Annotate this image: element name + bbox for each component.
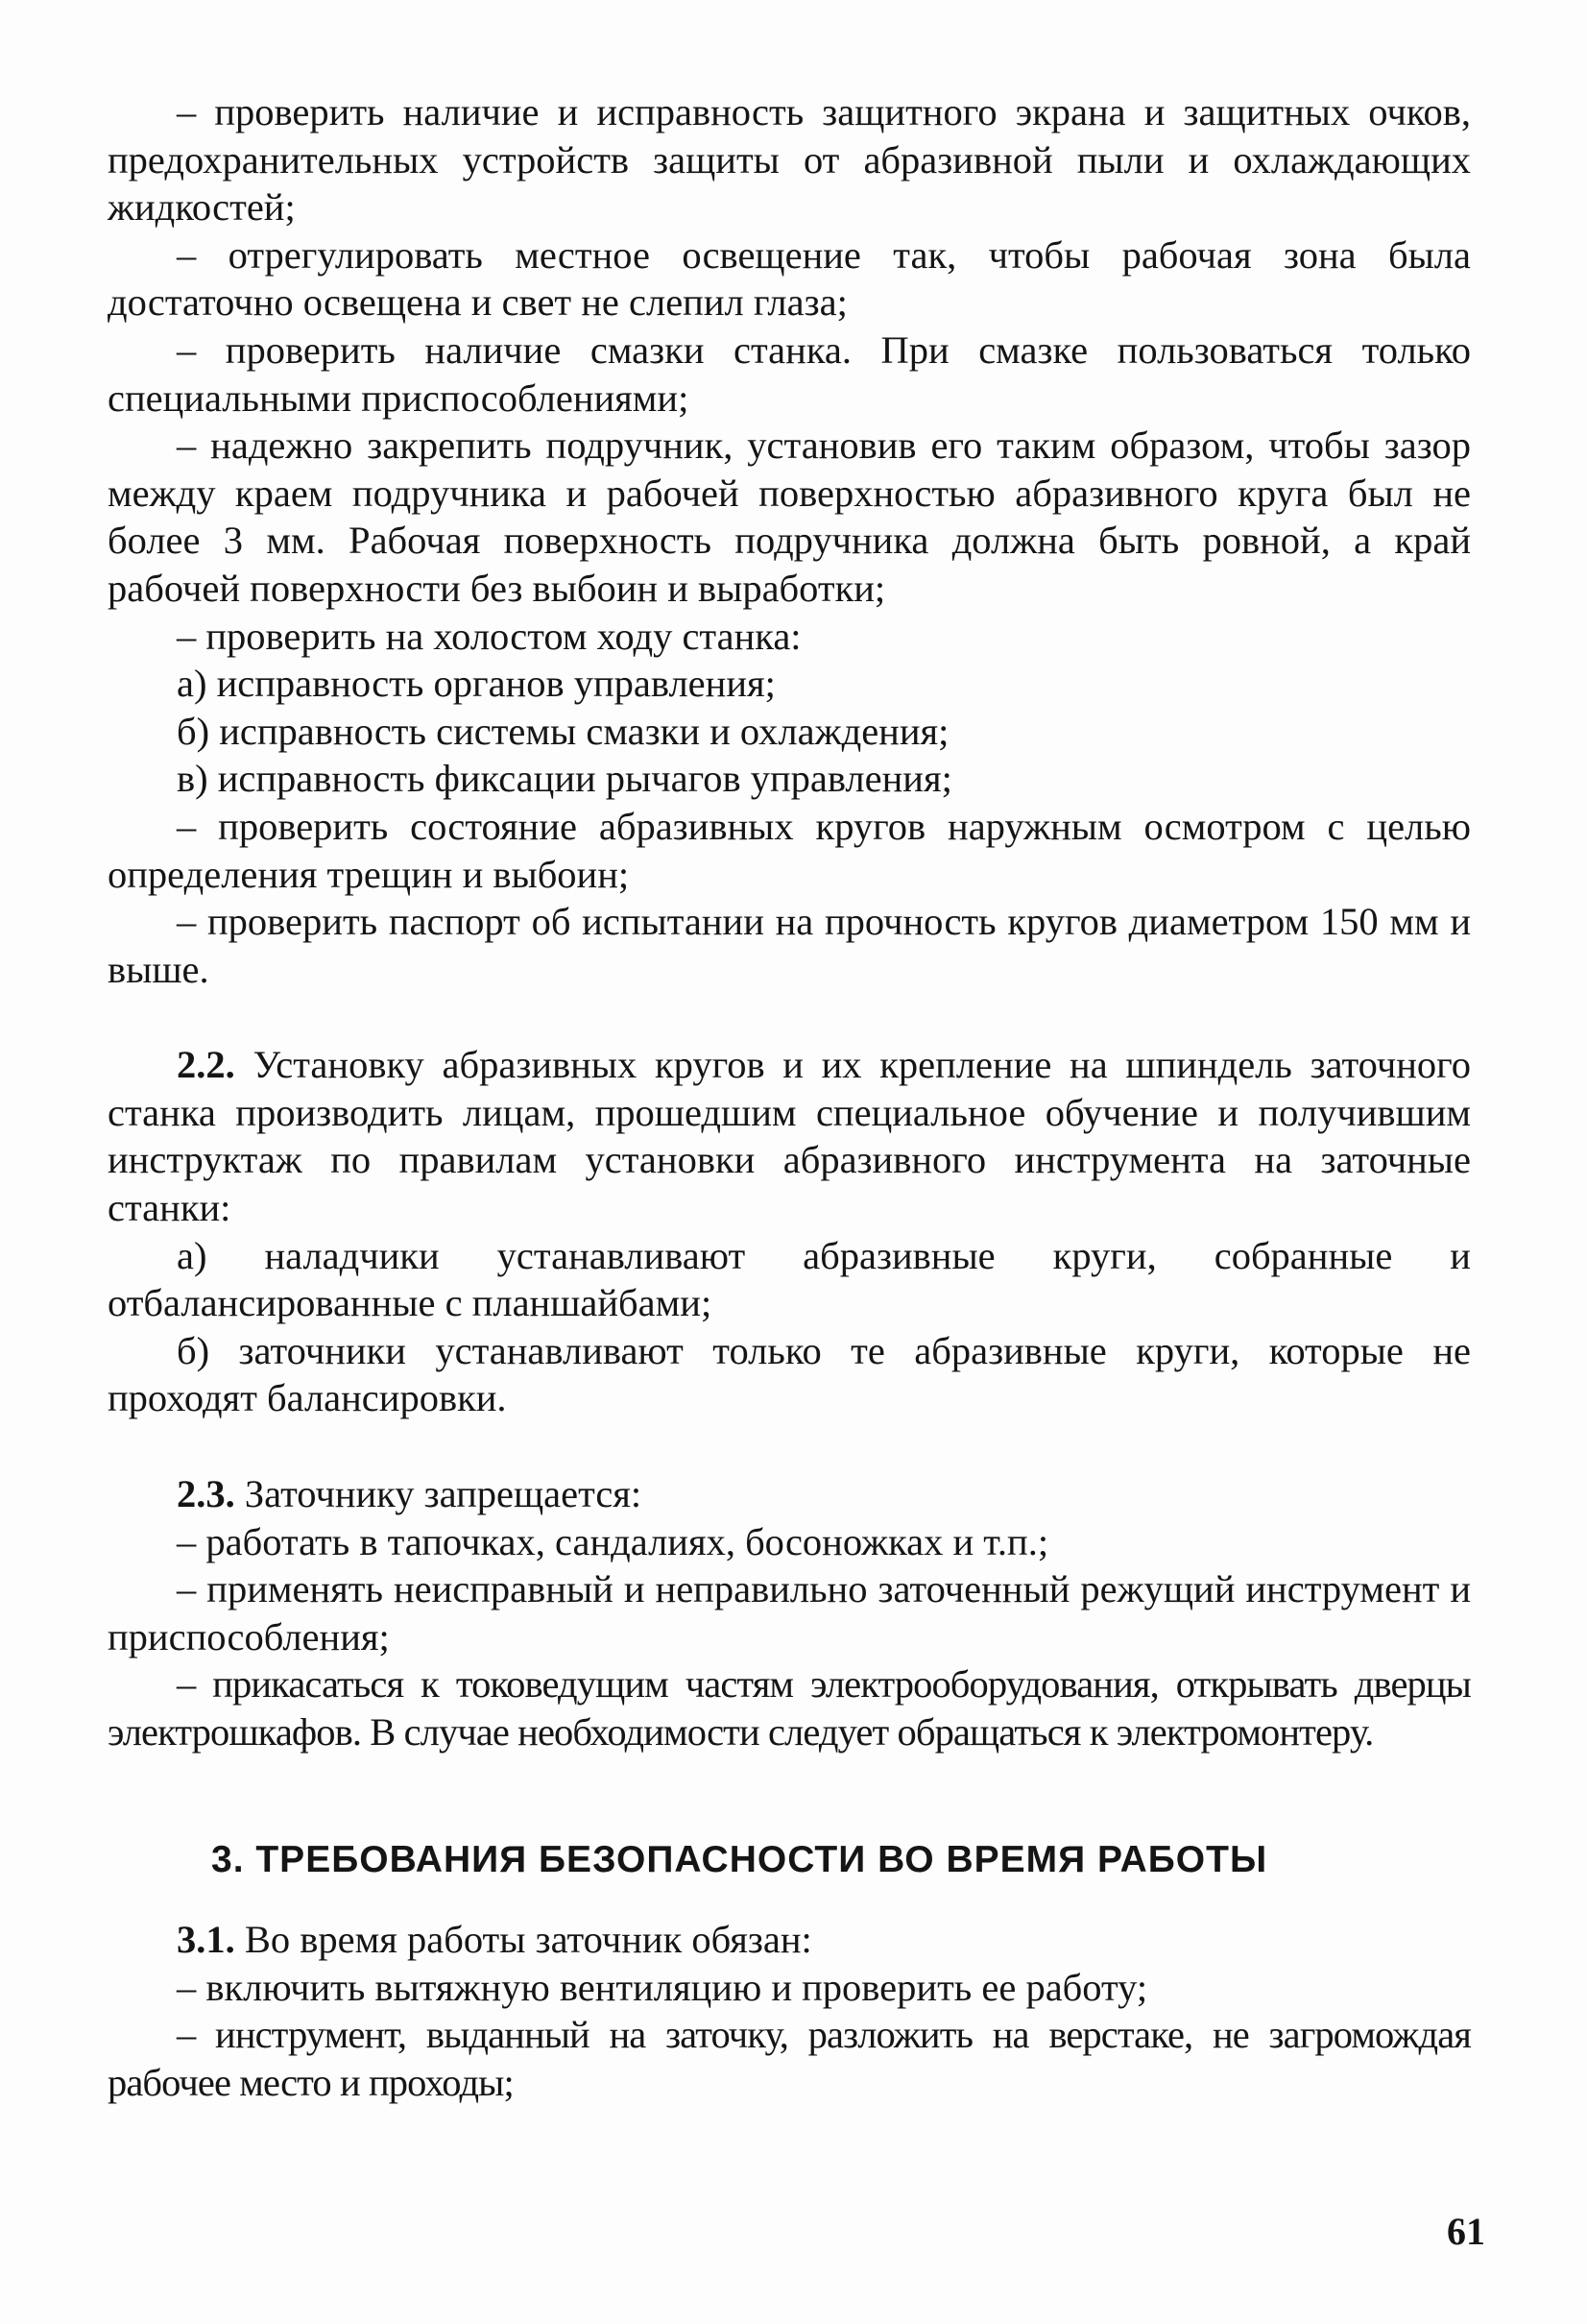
spacer bbox=[108, 1883, 1471, 1916]
spacer bbox=[108, 1422, 1471, 1470]
spacer bbox=[108, 993, 1471, 1041]
paragraph-wheel-inspection: – проверить состояние абразивных кругов наружным осмотром с целью определения трещин и выбоин; bbox=[108, 804, 1471, 896]
list-item-lever-fixation: в) исправность фиксации рычагов управления; bbox=[177, 757, 952, 801]
list-item-workbench: – инструмент, выданный на заточку, разложить на верстаке, не загромождая рабочее место и проходы; bbox=[108, 2013, 1471, 2104]
list-item-lubrication-cooling: б) исправность системы смазки и охлаждения; bbox=[177, 709, 950, 753]
paragraph-tool-rest: – надежно закрепить подручник, установив его таким образом, чтобы зазор между краем подручника и рабочей поверхностью абразивного круга был не более 3 мм. Рабочая поверхность подручника должна быть ровной, а край рабочей поверхности без выбоин и выработки; bbox=[108, 424, 1471, 610]
paragraph-wheel-passport: – проверить паспорт об испытании на прочность кругов диаметром 150 мм и выше. bbox=[108, 900, 1471, 991]
paragraph-lighting: – отрегулировать местное освещение так, чтобы рабочая зона была достаточно освещена и свет не слепил глаза; bbox=[108, 232, 1471, 325]
paragraph-idle-check: – проверить на холостом ходу станка: bbox=[177, 614, 802, 658]
list-item-grinders: б) заточники устанавливают только те абразивные круги, которые не проходят балансировки. bbox=[108, 1328, 1471, 1420]
clause-text: Заточнику запрещается: bbox=[244, 1472, 642, 1516]
list-item-controls: а) исправность органов управления; bbox=[177, 662, 776, 706]
paragraph-lubrication: – проверить наличие смазки станка. При смазке пользоваться только специальными приспособлениями; bbox=[108, 327, 1471, 420]
list-item-electrical: – прикасаться к токоведущим частям электрооборудования, открывать дверцы электрошкафов. В случае необходимости следует обращаться к электромонтеру. bbox=[108, 1662, 1471, 1754]
list-item-ventilation: – включить вытяжную вентиляцию и проверить ее работу; bbox=[177, 1965, 1148, 2009]
list-item-footwear: – работать в тапочках, сандалиях, босоножках и т.п.; bbox=[177, 1519, 1049, 1563]
clause-3-1 bbox=[108, 1916, 1471, 1964]
paragraph-goggles-check: – проверить наличие и исправность защитного экрана и защитных очков, предохранительных устройств защиты от абразивной пыли и охлаждающих жидкостей; bbox=[108, 90, 1471, 230]
clause-number: 2.3. bbox=[177, 1472, 235, 1516]
list-item-setters: а) наладчики устанавливают абразивные круги, собранные и отбалансированные с планшайбами; bbox=[108, 1233, 1471, 1325]
body-text bbox=[108, 88, 1471, 2107]
section-heading: 3. ТРЕБОВАНИЯ БЕЗОПАСНОСТИ ВО ВРЕМЯ РАБОТЫ bbox=[211, 1838, 1268, 1880]
clause-2-3 bbox=[108, 1470, 1471, 1518]
clause-text: Установку абразивных кругов и их крепление на шпиндель заточного станка производить лицам, прошедшим специальное обучение и получившим инструктаж по правилам установки абразивного инструмента на заточные станки: bbox=[108, 1043, 1472, 1230]
list-item-faulty-tools: – применять неисправный и неправильно заточенный режущий инструмент и приспособления; bbox=[108, 1567, 1471, 1658]
clause-2-2 bbox=[108, 1041, 1471, 1231]
page-number: 61 bbox=[1447, 2210, 1485, 2253]
clause-text: Во время работы заточник обязан: bbox=[244, 1918, 812, 1962]
clause-number: 2.2. bbox=[177, 1043, 235, 1087]
clause-number: 3.1. bbox=[177, 1918, 235, 1962]
spacer bbox=[108, 1756, 1471, 1836]
